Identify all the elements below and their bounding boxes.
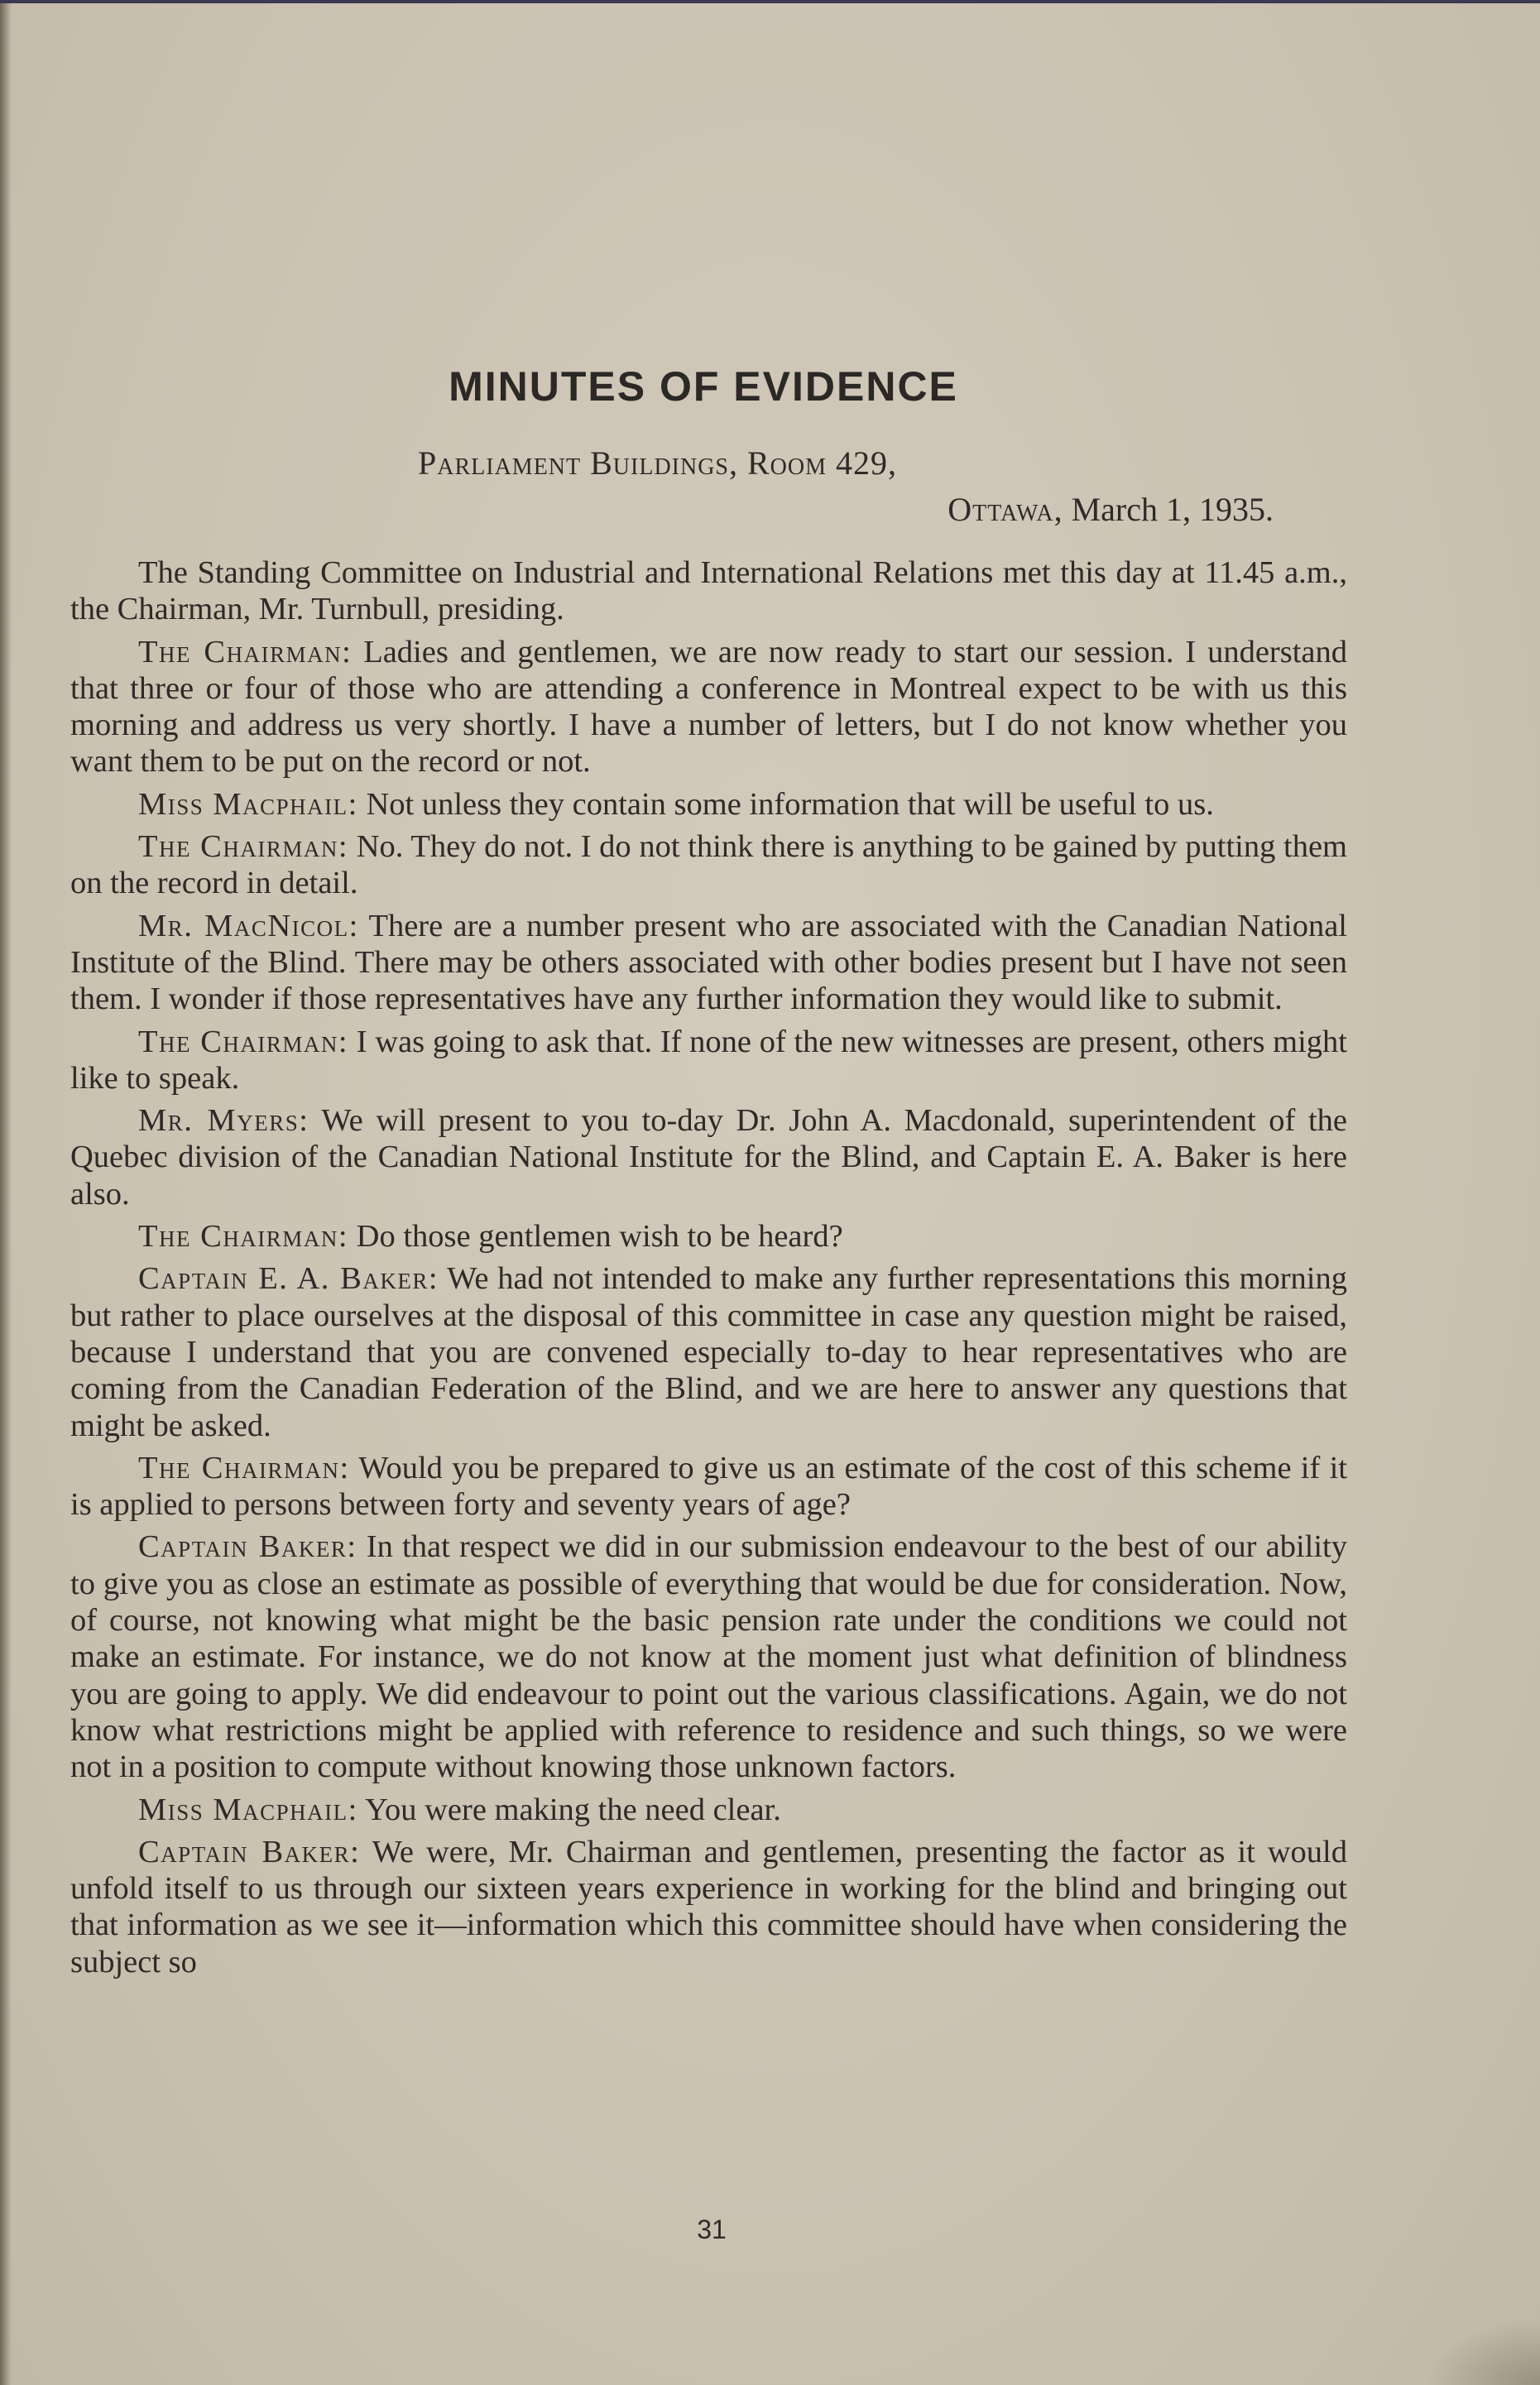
speaker-name: Miss Macphail: (138, 786, 358, 822)
city-name: Ottawa, (948, 491, 1063, 528)
paragraph-text: Would you be prepared to give us an estimate of the cost of this scheme if it is applied to persons between forty and seventy years of age? (70, 1450, 1347, 1523)
paragraph-statement (70, 634, 1347, 780)
paragraph-text: I was going to ask that. If none of the new witnesses are present, others might like to speak. (70, 1024, 1348, 1096)
speaker-name: Miss Macphail: (138, 1792, 358, 1827)
paragraph-text: In that respect we did in our submission endeavour to the best of our ability to give you as close an estimate as possible of everything that would be due for consideration. Now, of course, not knowing what might be the basic pension rate under the conditions we could not make an estimate. For instance, we do not know at the moment just what definition of blindness you are going to apply. We did endeavour to point out the various classifications. Again, we do not know what restrictions might be applied with reference to residence and such things, so we were not in a position to compute without knowing those unknown factors. (70, 1529, 1348, 1785)
paragraph-text: We were, Mr. Chairman and gentlemen, presenting the factor as it would unfold itself to us through our sixteen years experience in working for the blind and bringing out that information as we see it—information which this committee should have when considering the subject so (70, 1834, 1347, 1980)
speaker-name: The Chairman: (138, 1450, 350, 1485)
speaker-name: Captain E. A. Baker: (138, 1261, 439, 1297)
page-number: 31 (697, 2215, 727, 2244)
paragraph-text: We had not intended to make any further representations this morning but rather to place ourselves at the disposal of this committee in case any question might be raised, because I understand that you are convened especially to-day to hear representatives who are coming from the Canadian Federation of the Blind, and we are here to answer any questions that might be asked. (70, 1261, 1347, 1443)
paragraph-statement (70, 1450, 1347, 1524)
page-binding-edge (0, 0, 12, 2385)
location-line: Parliament Buildings, Room 429, (418, 444, 898, 482)
paragraph-text: No. They do not. I do not think there is anything to be gained by putting them on the record in detail. (70, 829, 1348, 901)
paragraph-statement (70, 786, 1347, 823)
paragraph-statement (70, 1792, 1347, 1828)
speaker-name: The Chairman: (138, 1024, 349, 1059)
speaker-name: Mr. Myers: (138, 1103, 309, 1139)
speaker-name: Mr. MacNicol: (138, 908, 359, 943)
speaker-name: The Chairman: (138, 634, 353, 669)
paragraph-statement (70, 1834, 1347, 1980)
paragraph-statement (70, 828, 1347, 902)
paragraph-statement (70, 908, 1347, 1018)
paragraph-text: You were making the need clear. (365, 1792, 781, 1827)
paragraph-statement (70, 1102, 1347, 1212)
paragraph-opening (70, 554, 1347, 628)
paragraph-text: We will present to you to-day Dr. John A. Macdonald, superintendent of the Quebec division of the Canadian National Institute for the Blind, and Captain E. A. Baker is here also. (70, 1103, 1348, 1212)
speaker-name: The Chairman: (138, 829, 349, 865)
paragraph-text: Not unless they contain some information that will be useful to us. (366, 786, 1214, 822)
paragraph-statement (70, 1218, 1347, 1255)
paragraph-text: There are a number present who are associated with the Canadian National Institute of the Blind. There may be others associated with other bodies present but I have not seen them. I wonder if those representatives have any further information they would like to submit. (70, 908, 1347, 1017)
speaker-name: Captain Baker: (138, 1529, 357, 1565)
speaker-name: Captain Baker: (138, 1834, 361, 1869)
date-line (948, 490, 1274, 529)
paragraph-statement (70, 1024, 1347, 1097)
paragraph-statement (70, 1528, 1347, 1785)
document-title: MINUTES OF EVIDENCE (449, 363, 958, 410)
paragraph-statement (70, 1260, 1347, 1443)
paragraph-text: Ladies and gentlemen, we are now ready to start our session. I understand that three or four of those who are attending a conference in Montreal expect to be with us this morning and address us very shortly. I have a number of letters, but I do not know whether you want them to be put on the record or not. (70, 634, 1348, 780)
paragraph-text: Do those gentlemen wish to be heard? (356, 1219, 843, 1255)
meeting-date: March 1, 1935. (1071, 491, 1274, 528)
page-corner-shadow (1424, 2319, 1540, 2385)
minutes-body (70, 554, 1347, 1986)
page-top-edge (0, 0, 1540, 3)
paragraph-text: The Standing Committee on Industrial and International Relations met this day at 11.45 a.m., the Chairman, Mr. Turnbull, presiding. (70, 555, 1347, 627)
speaker-name: The Chairman: (138, 1219, 349, 1255)
